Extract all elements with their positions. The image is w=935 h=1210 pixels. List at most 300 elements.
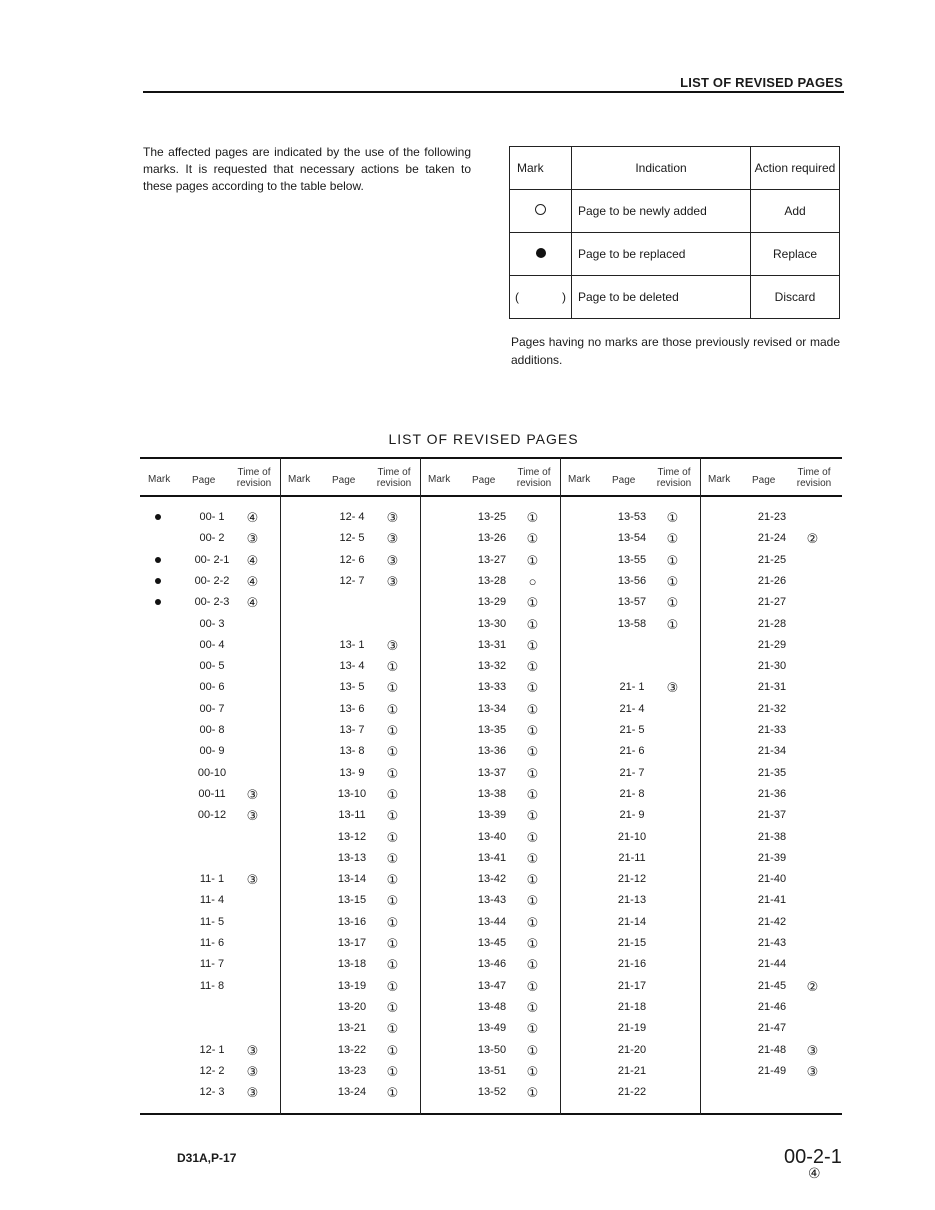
list-row xyxy=(280,657,420,678)
revision-number xyxy=(805,659,820,674)
list-row xyxy=(700,955,840,976)
header-mark: Mark xyxy=(288,474,311,485)
page-number: 13-21 xyxy=(337,1022,367,1035)
page-number: 13-47 xyxy=(477,979,507,992)
list-row xyxy=(700,764,840,785)
page-number: 13- 6 xyxy=(339,702,365,715)
revision-number xyxy=(805,872,820,887)
list-row xyxy=(420,891,560,912)
revision-number: ① xyxy=(386,872,399,888)
list-row xyxy=(140,529,280,550)
page-number: 21-22 xyxy=(617,1086,647,1099)
revision-number xyxy=(805,510,820,525)
list-row xyxy=(700,615,840,636)
revision-number xyxy=(245,659,260,674)
header-time-of-revision xyxy=(370,467,418,489)
list-column-header xyxy=(420,465,560,493)
header-time-line1: Time of xyxy=(377,467,411,478)
list-row xyxy=(280,572,420,593)
revision-number: ① xyxy=(386,1085,399,1101)
list-row xyxy=(280,955,420,976)
revision-number: ① xyxy=(526,765,539,781)
revision-number: ① xyxy=(386,744,399,760)
list-row xyxy=(140,1041,280,1062)
revision-number: ① xyxy=(386,765,399,781)
page-number: 21-26 xyxy=(757,574,787,587)
revision-number: ① xyxy=(526,957,539,973)
revision-number xyxy=(245,1000,260,1015)
page-number: 12- 6 xyxy=(339,553,365,566)
legend-indication: Page to be newly added xyxy=(572,190,751,233)
revision-number: ③ xyxy=(386,552,399,568)
revision-number xyxy=(805,1021,820,1036)
page-number: 13-51 xyxy=(477,1064,507,1077)
page-number: 21-44 xyxy=(757,958,787,971)
list-row xyxy=(280,1019,420,1040)
list-row xyxy=(700,551,840,572)
page-number: 21-25 xyxy=(757,553,787,566)
revision-number xyxy=(805,723,820,738)
revision-number: ② xyxy=(806,531,819,547)
revision-number xyxy=(665,872,680,887)
page-number: 21-30 xyxy=(757,660,787,673)
page-header-title: LIST OF REVISED PAGES xyxy=(680,75,843,90)
revision-number: ① xyxy=(526,850,539,866)
page-number: 12- 7 xyxy=(339,574,365,587)
page-number: 00- 6 xyxy=(199,681,225,694)
list-row xyxy=(560,636,700,657)
header-time-line1: Time of xyxy=(797,467,831,478)
revision-number: ① xyxy=(526,808,539,824)
revision-number: ① xyxy=(526,616,539,632)
revision-number: ③ xyxy=(246,1042,259,1058)
page-number: 13- 5 xyxy=(339,681,365,694)
revision-number xyxy=(805,787,820,802)
intro-paragraph: The affected pages are indicated by the use of the following marks. It is requested that necessary actions be taken to these pages according to the table below. xyxy=(143,145,471,193)
revision-number: ③ xyxy=(246,1085,259,1101)
list-row xyxy=(280,508,420,529)
page-number: 13- 7 xyxy=(339,724,365,736)
list-row xyxy=(560,785,700,806)
page-number: 13-31 xyxy=(477,638,507,651)
list-row xyxy=(560,828,700,849)
revision-number xyxy=(245,1021,260,1036)
revision-number: ○ xyxy=(528,573,537,589)
page-number: 11- 7 xyxy=(199,958,225,971)
list-column-header xyxy=(560,465,700,493)
page-number: 13- 8 xyxy=(339,745,365,758)
page-number: 21-45 xyxy=(757,979,787,992)
revision-number xyxy=(665,1021,680,1036)
revision-number: ① xyxy=(526,786,539,802)
list-row xyxy=(560,870,700,891)
revision-number xyxy=(665,936,680,951)
header-time-of-revision xyxy=(790,467,838,489)
list-row xyxy=(700,1019,840,1040)
revision-number xyxy=(245,638,260,653)
legend-action: Discard xyxy=(751,276,840,319)
list-row xyxy=(140,508,280,529)
page-number: 21- 9 xyxy=(619,809,645,822)
page-number: 13-41 xyxy=(477,851,507,864)
list-row xyxy=(420,764,560,785)
page-number: 12- 1 xyxy=(199,1043,225,1056)
page-number: 13-33 xyxy=(477,681,507,694)
list-row xyxy=(700,742,840,763)
list-row xyxy=(700,721,840,742)
list-row xyxy=(420,806,560,827)
revision-number: ① xyxy=(526,978,539,994)
list-row xyxy=(140,657,280,678)
page-number: 21-23 xyxy=(757,511,787,523)
revision-number: ① xyxy=(526,744,539,760)
revision-number: ① xyxy=(386,723,399,738)
list-row xyxy=(700,870,840,891)
replaced-mark-icon xyxy=(155,514,161,520)
legend-indication: Page to be deleted xyxy=(572,276,751,319)
revision-number: ① xyxy=(386,914,399,930)
page-number: 13-26 xyxy=(477,532,507,545)
list-column xyxy=(420,457,560,1115)
list-row xyxy=(280,700,420,721)
page-number: 13-43 xyxy=(477,894,507,907)
page-number: 21- 5 xyxy=(619,724,645,736)
revision-number: ③ xyxy=(246,872,259,888)
list-row xyxy=(140,742,280,763)
page-number: 13-14 xyxy=(337,873,367,886)
legend-action: Add xyxy=(751,190,840,233)
page-number: 00- 4 xyxy=(199,638,225,651)
revision-number: ① xyxy=(666,616,679,632)
list-row xyxy=(280,678,420,699)
page-number: 13-53 xyxy=(617,511,647,523)
revision-number: ③ xyxy=(246,531,259,547)
revision-number xyxy=(805,1085,820,1100)
revision-number: ① xyxy=(526,1063,539,1079)
list-row xyxy=(280,615,420,636)
page-number: 00- 8 xyxy=(199,724,225,736)
legend-header-row xyxy=(510,147,840,190)
page-number: 21-47 xyxy=(757,1022,787,1035)
revision-number xyxy=(805,744,820,759)
revision-number: ④ xyxy=(246,573,259,589)
revision-number xyxy=(665,766,680,781)
list-row xyxy=(700,913,840,934)
header-page: Page xyxy=(612,475,636,486)
list-row xyxy=(140,572,280,593)
page-number: 13-52 xyxy=(477,1086,507,1099)
page-number: 13-11 xyxy=(338,809,366,822)
page-number: 21- 4 xyxy=(619,702,645,715)
page-number: 21-43 xyxy=(757,937,787,949)
revision-number xyxy=(665,1043,680,1058)
header-time-line1: Time of xyxy=(237,467,271,478)
list-row xyxy=(140,977,280,998)
list-row xyxy=(280,764,420,785)
revision-number xyxy=(665,893,680,908)
list-row xyxy=(560,1062,700,1083)
list-row xyxy=(420,1083,560,1104)
revision-number xyxy=(245,617,260,632)
list-row xyxy=(560,1083,700,1104)
page-number: 21-35 xyxy=(757,766,787,779)
revision-number: ① xyxy=(666,595,679,611)
revision-number: ① xyxy=(386,978,399,994)
page-number: 00-12 xyxy=(197,809,227,822)
list-row xyxy=(560,742,700,763)
revision-number xyxy=(805,936,820,951)
page-number: 21-11 xyxy=(618,851,646,864)
page-number: 21-33 xyxy=(757,724,787,736)
page-number: 21-39 xyxy=(757,851,787,864)
list-row xyxy=(420,615,560,636)
revision-number: ① xyxy=(526,999,539,1015)
revised-pages-list xyxy=(140,457,842,1115)
page-number: 13-22 xyxy=(337,1043,367,1056)
list-row xyxy=(280,934,420,955)
revision-number xyxy=(805,830,820,845)
parentheses-icon xyxy=(510,290,571,304)
replaced-mark-icon xyxy=(155,557,161,563)
page-number: 21-14 xyxy=(617,915,647,928)
header-time-line2: revision xyxy=(376,478,412,489)
legend-indication: Page to be replaced xyxy=(572,233,751,276)
list-row xyxy=(560,934,700,955)
page-number: 11- 4 xyxy=(199,894,225,907)
revision-number: ① xyxy=(386,829,399,845)
list-row xyxy=(140,870,280,891)
list-row xyxy=(280,529,420,550)
revision-number: ① xyxy=(526,723,539,738)
legend-row-add xyxy=(510,190,840,233)
page-number: 13-20 xyxy=(337,1000,367,1013)
page-number: 21-18 xyxy=(617,1000,647,1013)
header-time-line1: Time of xyxy=(657,467,691,478)
list-row xyxy=(280,742,420,763)
list-column xyxy=(140,457,280,1115)
revision-number xyxy=(805,808,820,823)
list-row xyxy=(140,806,280,827)
list-row xyxy=(560,891,700,912)
page-number: 21-34 xyxy=(757,745,787,758)
list-row xyxy=(420,1019,560,1040)
list-row xyxy=(280,721,420,742)
page-number: 12- 2 xyxy=(199,1064,225,1077)
list-row xyxy=(280,828,420,849)
page-number: 11- 6 xyxy=(199,937,225,949)
page-number: 13-32 xyxy=(477,660,507,673)
page-number: 13-36 xyxy=(477,745,507,758)
header-mark: Mark xyxy=(428,474,451,485)
revision-number: ① xyxy=(386,808,399,824)
list-row xyxy=(420,828,560,849)
page-number: 21- 7 xyxy=(619,766,645,779)
list-column xyxy=(700,457,840,1115)
revision-number xyxy=(245,744,260,759)
list-row xyxy=(560,998,700,1019)
list-row xyxy=(280,551,420,572)
page-number: 13-17 xyxy=(337,937,367,949)
page-number: 13-58 xyxy=(617,617,647,630)
revision-number: ① xyxy=(526,936,539,951)
list-column-header xyxy=(140,465,280,493)
page-number: 11- 8 xyxy=(199,979,225,992)
page-number: 13-54 xyxy=(617,532,647,545)
list-row xyxy=(140,615,280,636)
header-time-of-revision xyxy=(510,467,558,489)
list-row xyxy=(420,636,560,657)
page-number: 13-50 xyxy=(477,1043,507,1056)
page-number: 21- 6 xyxy=(619,745,645,758)
list-row xyxy=(140,849,280,870)
list-row xyxy=(560,806,700,827)
revision-number xyxy=(665,723,680,738)
list-row xyxy=(140,551,280,572)
list-row xyxy=(560,657,700,678)
header-time-line1: Time of xyxy=(517,467,551,478)
list-row xyxy=(700,1062,840,1083)
list-row xyxy=(280,1041,420,1062)
page-number: 13-10 xyxy=(337,787,367,800)
list-row xyxy=(140,1019,280,1040)
revision-number xyxy=(245,723,260,738)
revision-number xyxy=(805,851,820,866)
page-number: 21-27 xyxy=(757,596,787,609)
revision-number xyxy=(665,979,680,994)
page-number: 21-32 xyxy=(757,702,787,715)
revision-number: ① xyxy=(386,1042,399,1058)
revision-number xyxy=(805,574,820,589)
revision-number: ① xyxy=(666,531,679,547)
page-number: 13-25 xyxy=(477,511,507,523)
page-number: 00- 5 xyxy=(199,660,225,673)
legend-mark-cell xyxy=(510,233,572,276)
page-number: 13-40 xyxy=(477,830,507,843)
page-number: 13-19 xyxy=(337,979,367,992)
list-row xyxy=(420,955,560,976)
list-row xyxy=(700,529,840,550)
page-number: 00- 3 xyxy=(199,617,225,630)
list-row xyxy=(420,785,560,806)
list-row xyxy=(140,593,280,614)
page-number: 21-28 xyxy=(757,617,787,630)
revision-number xyxy=(245,851,260,866)
page-number: 11- 1 xyxy=(199,873,225,886)
list-row xyxy=(420,572,560,593)
page-number: 13-56 xyxy=(617,574,647,587)
page-number: 12- 3 xyxy=(199,1086,225,1099)
page-number: 21-16 xyxy=(617,958,647,971)
list-row xyxy=(140,998,280,1019)
legend-action: Replace xyxy=(751,233,840,276)
revision-number: ④ xyxy=(246,552,259,568)
page-number: 13-37 xyxy=(477,766,507,779)
revision-number: ③ xyxy=(806,1063,819,1079)
page-number: 13- 1 xyxy=(339,638,365,651)
list-column xyxy=(280,457,420,1115)
legend-mark-cell xyxy=(510,276,572,319)
page-number: 11- 5 xyxy=(199,915,225,928)
list-row xyxy=(700,891,840,912)
list-row xyxy=(420,593,560,614)
list-row xyxy=(140,828,280,849)
revision-number xyxy=(665,744,680,759)
page-number: 21-17 xyxy=(617,979,647,992)
page-number: 21-37 xyxy=(757,809,787,822)
list-row xyxy=(280,849,420,870)
page-number: 21-12 xyxy=(617,873,647,886)
list-row xyxy=(560,572,700,593)
header-page: Page xyxy=(472,475,496,486)
revision-number: ③ xyxy=(386,573,399,589)
page-number: 00-10 xyxy=(197,766,227,779)
revision-number: ④ xyxy=(246,595,259,611)
revision-number xyxy=(805,766,820,781)
list-row xyxy=(140,678,280,699)
revision-number xyxy=(665,1085,680,1100)
legend-row-replace xyxy=(510,233,840,276)
page-number: 21-19 xyxy=(617,1022,647,1035)
page-number: 13- 9 xyxy=(339,766,365,779)
page-number: 00-11 xyxy=(198,787,226,800)
revision-number xyxy=(665,830,680,845)
filled-circle-icon xyxy=(536,248,546,258)
revision-number: ③ xyxy=(666,680,679,696)
list-row xyxy=(560,551,700,572)
list-row xyxy=(560,977,700,998)
revision-number: ① xyxy=(666,510,679,525)
page-number: 13-15 xyxy=(337,894,367,907)
header-time-of-revision xyxy=(230,467,278,489)
page-number: 21-42 xyxy=(757,915,787,928)
list-row xyxy=(700,508,840,529)
revision-number: ① xyxy=(386,850,399,866)
revision-number xyxy=(805,702,820,717)
revision-number: ① xyxy=(526,893,539,909)
page-number: 21-13 xyxy=(617,894,647,907)
revision-number xyxy=(245,936,260,951)
revision-number: ① xyxy=(386,1021,399,1037)
revision-number xyxy=(805,893,820,908)
page-number: 13-44 xyxy=(477,915,507,928)
page-number: 13-24 xyxy=(337,1086,367,1099)
revision-number xyxy=(805,680,820,695)
list-column-header xyxy=(700,465,840,493)
revision-number: ① xyxy=(526,1042,539,1058)
revision-number: ① xyxy=(526,829,539,845)
list-row xyxy=(560,849,700,870)
list-row xyxy=(560,700,700,721)
revision-number: ③ xyxy=(246,808,259,824)
page-number: 13-57 xyxy=(617,596,647,609)
page-number: 21-38 xyxy=(757,830,787,843)
page-number: 13-12 xyxy=(337,830,367,843)
page-number: 13-49 xyxy=(477,1022,507,1035)
list-row xyxy=(140,721,280,742)
list-row xyxy=(420,870,560,891)
paren-open: ( xyxy=(515,290,519,304)
revision-number: ① xyxy=(666,552,679,568)
page-number: 13-16 xyxy=(337,915,367,928)
list-row xyxy=(700,977,840,998)
list-row xyxy=(280,1062,420,1083)
list-row xyxy=(560,1041,700,1062)
list-column-header xyxy=(280,465,420,493)
legend-mark-cell xyxy=(510,190,572,233)
revision-number: ① xyxy=(386,893,399,909)
page-number: 13-46 xyxy=(477,958,507,971)
list-row xyxy=(280,806,420,827)
